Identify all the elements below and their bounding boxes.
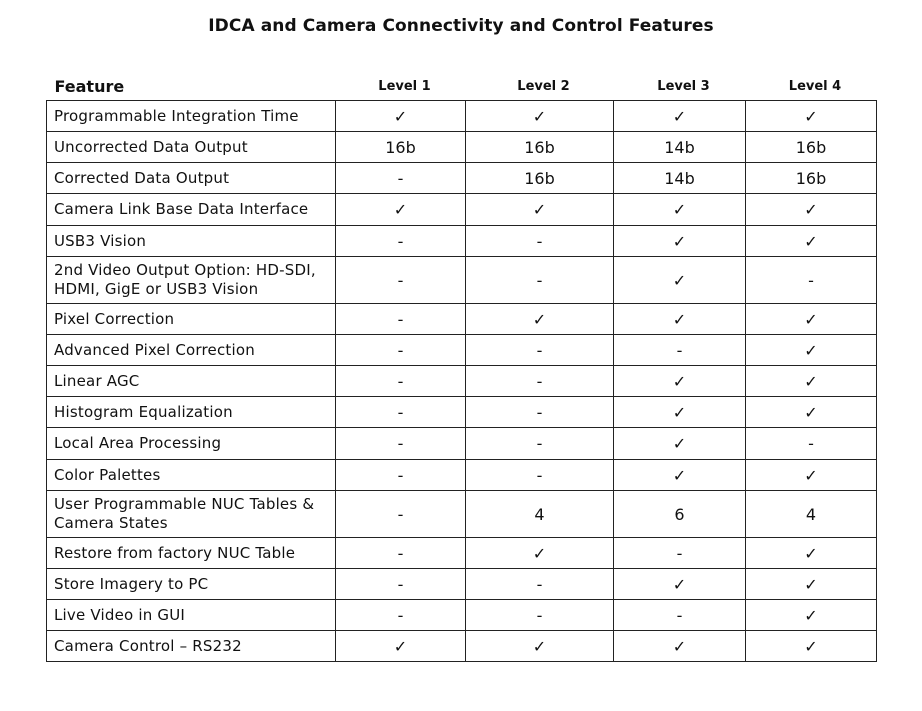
- level-4-cell: 16b: [746, 163, 877, 194]
- level-3-cell: ✓: [614, 460, 746, 491]
- level-2-cell: ✓: [466, 538, 614, 569]
- table-row: [47, 538, 877, 569]
- level-3-cell: ✓: [614, 257, 746, 304]
- table-row: [47, 163, 877, 194]
- feature-cell: Advanced Pixel Correction: [47, 335, 336, 366]
- level-4-cell: ✓: [746, 600, 877, 631]
- feature-cell: Linear AGC: [47, 366, 336, 397]
- level-3-cell: -: [614, 538, 746, 569]
- level-3-cell: 6: [614, 491, 746, 538]
- level-1-cell: -: [336, 335, 466, 366]
- feature-cell: Restore from factory NUC Table: [47, 538, 336, 569]
- feature-cell: 2nd Video Output Option: HD-SDI, HDMI, GigE or USB3 Vision: [47, 257, 336, 304]
- page-title: IDCA and Camera Connectivity and Control Features: [208, 16, 714, 36]
- level-2-cell: ✓: [466, 194, 614, 226]
- level-3-cell: ✓: [614, 101, 746, 132]
- level-4-cell: ✓: [746, 226, 877, 257]
- level-4-cell: ✓: [746, 366, 877, 397]
- level-4-cell: ✓: [746, 538, 877, 569]
- column-header-level-4: Level 4: [788, 78, 842, 94]
- level-1-cell: -: [336, 428, 466, 460]
- table-row: [47, 428, 877, 460]
- level-4-cell: -: [746, 428, 877, 460]
- feature-cell: Camera Control – RS232: [47, 631, 336, 662]
- table-row: [47, 194, 877, 226]
- feature-cell: Camera Link Base Data Interface: [47, 194, 336, 226]
- level-1-cell: -: [336, 366, 466, 397]
- table-row: [47, 569, 877, 600]
- table-row: [47, 101, 877, 132]
- level-3-cell: ✓: [614, 226, 746, 257]
- column-header-feature: Feature: [54, 76, 125, 96]
- level-1-cell: -: [336, 491, 466, 538]
- level-1-cell: -: [336, 163, 466, 194]
- level-2-cell: ✓: [466, 631, 614, 662]
- level-1-cell: ✓: [336, 194, 466, 226]
- feature-cell: Programmable Integration Time: [47, 101, 336, 132]
- level-2-cell: -: [466, 366, 614, 397]
- column-header-level-2: Level 2: [517, 78, 570, 94]
- table-row: [47, 366, 877, 397]
- level-4-cell: ✓: [746, 304, 877, 335]
- level-2-cell: ✓: [466, 304, 614, 335]
- level-2-cell: -: [466, 397, 614, 428]
- feature-cell: USB3 Vision: [47, 226, 336, 257]
- table-row: [47, 304, 877, 335]
- level-2-cell: -: [466, 226, 614, 257]
- feature-cell: Live Video in GUI: [47, 600, 336, 631]
- level-2-cell: -: [466, 257, 614, 304]
- level-4-cell: -: [746, 257, 877, 304]
- level-2-cell: -: [466, 335, 614, 366]
- feature-cell: Histogram Equalization: [47, 397, 336, 428]
- table-row: [47, 460, 877, 491]
- level-3-cell: 14b: [614, 163, 746, 194]
- level-3-cell: ✓: [614, 194, 746, 226]
- level-3-cell: ✓: [614, 397, 746, 428]
- level-1-cell: -: [336, 304, 466, 335]
- level-2-cell: -: [466, 600, 614, 631]
- level-1-cell: -: [336, 397, 466, 428]
- level-1-cell: -: [336, 538, 466, 569]
- column-header-level-3: Level 3: [657, 78, 710, 94]
- level-3-cell: ✓: [614, 569, 746, 600]
- level-4-cell: ✓: [746, 460, 877, 491]
- feature-cell: Color Palettes: [47, 460, 336, 491]
- level-3-cell: ✓: [614, 428, 746, 460]
- level-4-cell: ✓: [746, 397, 877, 428]
- level-2-cell: -: [466, 428, 614, 460]
- level-3-cell: ✓: [614, 366, 746, 397]
- table-row: [47, 491, 877, 538]
- level-4-cell: ✓: [746, 631, 877, 662]
- feature-cell: Uncorrected Data Output: [47, 132, 336, 163]
- level-4-cell: 16b: [746, 132, 877, 163]
- level-1-cell: ✓: [336, 631, 466, 662]
- feature-cell: Store Imagery to PC: [47, 569, 336, 600]
- table-row: [47, 335, 877, 366]
- level-1-cell: 16b: [336, 132, 466, 163]
- level-1-cell: ✓: [336, 101, 466, 132]
- level-4-cell: ✓: [746, 101, 877, 132]
- feature-cell: Local Area Processing: [47, 428, 336, 460]
- table-row: [47, 132, 877, 163]
- table-row: [47, 631, 877, 662]
- table-row: [47, 600, 877, 631]
- level-3-cell: -: [614, 335, 746, 366]
- level-3-cell: -: [614, 600, 746, 631]
- level-1-cell: -: [336, 600, 466, 631]
- table-row: [47, 257, 877, 304]
- table-row: [47, 226, 877, 257]
- level-1-cell: -: [336, 226, 466, 257]
- level-1-cell: -: [336, 460, 466, 491]
- level-2-cell: 16b: [466, 132, 614, 163]
- feature-cell: Pixel Correction: [47, 304, 336, 335]
- level-3-cell: ✓: [614, 631, 746, 662]
- level-3-cell: ✓: [614, 304, 746, 335]
- level-4-cell: 4: [746, 491, 877, 538]
- level-2-cell: -: [466, 460, 614, 491]
- feature-cell: User Programmable NUC Tables & Camera States: [47, 491, 336, 538]
- level-1-cell: -: [336, 569, 466, 600]
- features-table: [46, 72, 877, 662]
- level-4-cell: ✓: [746, 569, 877, 600]
- level-4-cell: ✓: [746, 335, 877, 366]
- level-2-cell: -: [466, 569, 614, 600]
- level-2-cell: 16b: [466, 163, 614, 194]
- level-2-cell: ✓: [466, 101, 614, 132]
- level-4-cell: ✓: [746, 194, 877, 226]
- level-1-cell: -: [336, 257, 466, 304]
- table-row: [47, 397, 877, 428]
- feature-cell: Corrected Data Output: [47, 163, 336, 194]
- header-row: [47, 72, 877, 101]
- column-header-level-1: Level 1: [378, 78, 431, 94]
- level-2-cell: 4: [466, 491, 614, 538]
- level-3-cell: 14b: [614, 132, 746, 163]
